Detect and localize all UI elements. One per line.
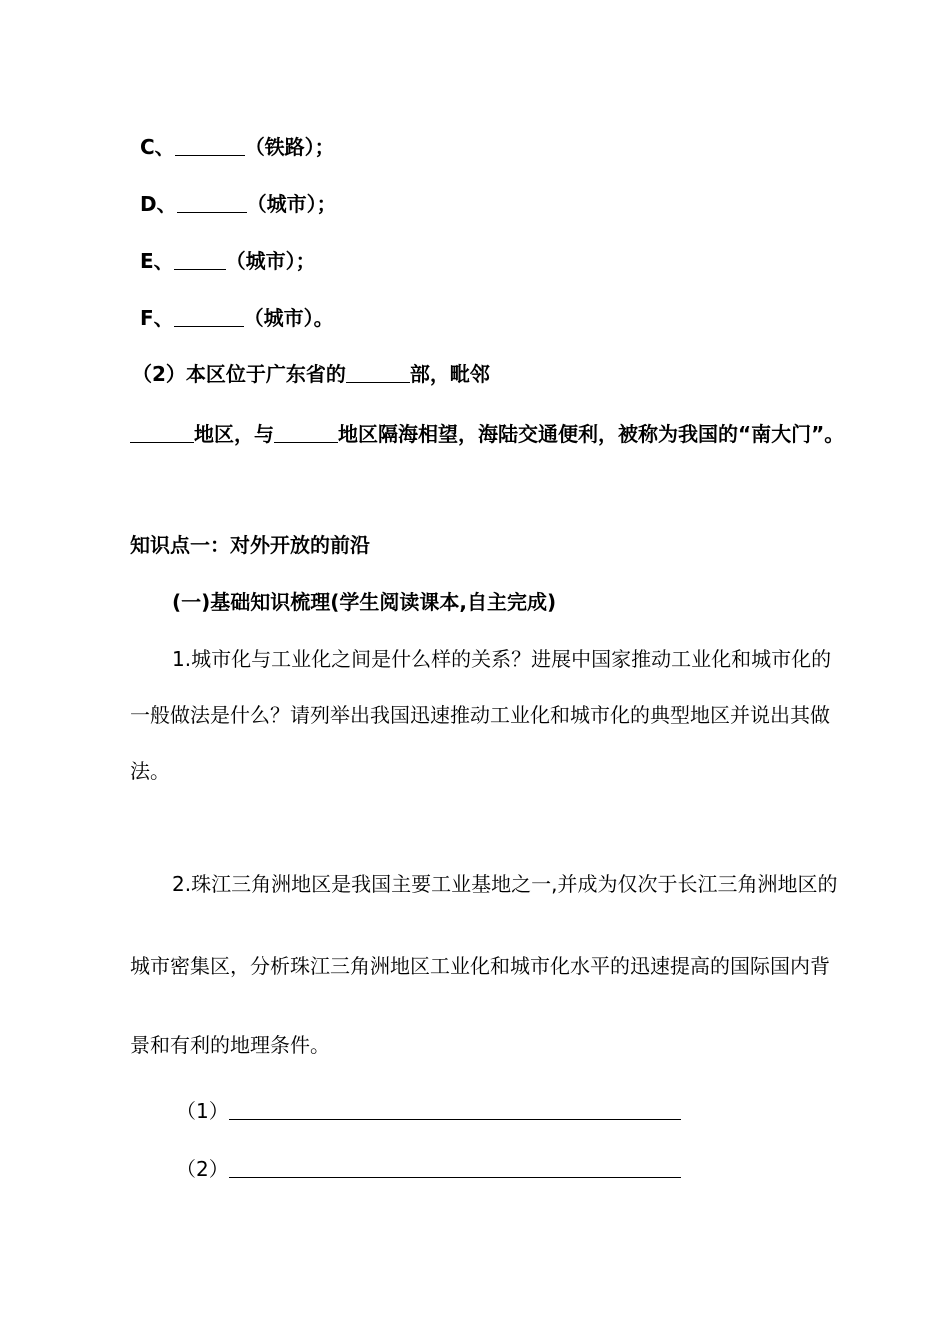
answer-line-2 — [176, 1155, 681, 1183]
item-suffix: （铁路）； — [244, 135, 335, 159]
q2-line2 — [130, 420, 844, 448]
fill-item-f — [140, 304, 334, 332]
q2-suffix: 部，毗邻 — [409, 362, 490, 386]
q2-part1: 地区，与 — [194, 422, 274, 446]
item-letter: E、 — [140, 249, 174, 273]
q2-prefix: （2）本区位于广东省的 — [132, 362, 346, 386]
answer-blank[interactable] — [175, 135, 245, 156]
answer-blank[interactable] — [274, 422, 338, 443]
question2-line3: 景和有利的地理条件。 — [130, 1033, 330, 1057]
answer-blank[interactable] — [174, 306, 244, 327]
question1-line1: 1.城市化与工业化之间是什么样的关系？进展中国家推动工业化和城市化的 — [172, 647, 832, 671]
item-letter: F、 — [140, 306, 174, 330]
question1-line2: 一般做法是什么？请列举出我国迅速推动工业化和城市化的典型地区并说出其做 — [130, 703, 830, 727]
item-suffix: （城市）。 — [243, 306, 334, 330]
item-letter: C、 — [140, 135, 175, 159]
answer-blank[interactable] — [229, 1099, 681, 1120]
fill-item-e — [140, 247, 316, 275]
answer-label: （1） — [176, 1099, 229, 1123]
item-suffix: （城市）； — [225, 249, 316, 273]
answer-blank[interactable] — [346, 362, 410, 383]
answer-blank[interactable] — [130, 422, 194, 443]
section-title: 知识点一：对外开放的前沿 — [130, 533, 370, 557]
question1-line3: 法。 — [130, 759, 170, 783]
answer-blank[interactable] — [177, 192, 247, 213]
answer-blank[interactable] — [174, 249, 226, 270]
question2-line1: 2.珠江三角洲地区是我国主要工业基地之一,并成为仅次于长江三角洲地区的 — [172, 872, 838, 896]
fill-item-d — [140, 190, 337, 218]
q2-part2: 地区隔海相望，海陆交通便利，被称为我国的“南大门”。 — [338, 422, 845, 446]
item-suffix: （城市）； — [246, 192, 337, 216]
section-subtitle: (一)基础知识梳理(学生阅读课本,自主完成) — [172, 590, 557, 614]
item-letter: D、 — [140, 192, 177, 216]
answer-line-1 — [176, 1097, 681, 1125]
q2-line1 — [132, 360, 490, 388]
fill-item-c — [140, 133, 335, 161]
answer-blank[interactable] — [229, 1157, 681, 1178]
answer-label: （2） — [176, 1157, 229, 1181]
question2-line2: 城市密集区，分析珠江三角洲地区工业化和城市化水平的迅速提高的国际国内背 — [130, 954, 830, 978]
